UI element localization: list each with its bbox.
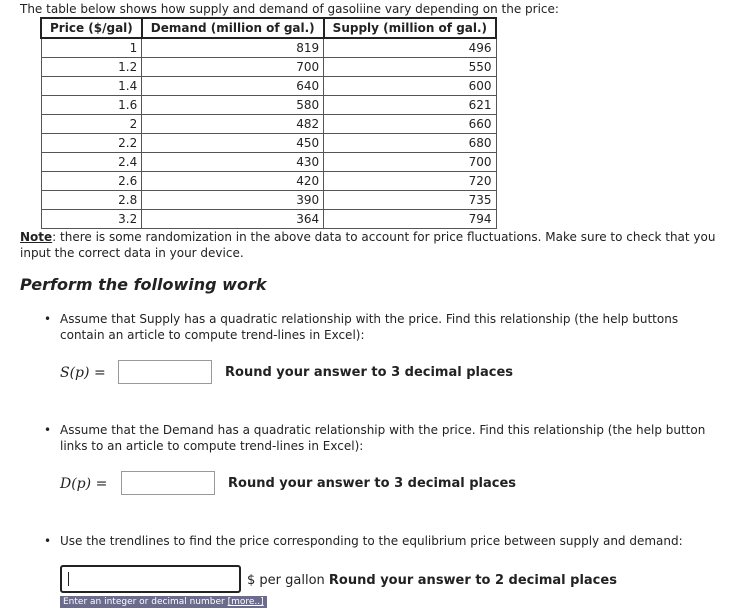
note-body: : there is some randomization in the above data to account for price fluctuations. Make sure to check that you input the correct data in your device. <box>20 230 716 260</box>
price-cell: 2.2 <box>41 134 142 153</box>
question-3-text: Use the trendlines to find the price corresponding to the equlibrium price between supply and demand: <box>60 534 683 548</box>
supply-cell: 720 <box>324 172 496 191</box>
price-cell: 1.2 <box>41 58 142 77</box>
supply-cell: 735 <box>324 191 496 210</box>
supply-round-instruction: Round your answer to 3 decimal places <box>225 365 514 380</box>
supply-function-name: S(p) <box>60 365 90 381</box>
demand-cell: 640 <box>142 77 324 96</box>
question-2 <box>44 422 714 454</box>
demand-cell: 819 <box>142 38 324 58</box>
supply-cell: 496 <box>324 38 496 58</box>
table-row <box>41 38 496 58</box>
question-1-text: Assume that Supply has a quadratic relationship with the price. Find this relationship (the help buttons contain an article to compute trend-lines in Excel): <box>60 312 679 342</box>
hint-text: Enter an integer or decimal number <box>63 597 225 607</box>
equals-sign: = <box>93 365 106 381</box>
table-row <box>41 210 496 229</box>
question-2-text: Assume that the Demand has a quadratic relationship with the price. Find this relationship (the help button links to an article to compute trend-lines in Excel): <box>60 423 706 453</box>
supply-cell: 621 <box>324 96 496 115</box>
input-hint <box>60 596 267 608</box>
unit-label: $ per gallon <box>247 573 325 588</box>
table-row <box>41 172 496 191</box>
note-text <box>20 229 720 261</box>
demand-round-instruction: Round your answer to 3 decimal places <box>228 476 517 491</box>
supply-answer-input[interactable] <box>118 360 212 384</box>
question-1 <box>44 311 714 343</box>
equilibrium-round-instruction: Round your answer to 2 decimal places <box>328 573 617 588</box>
demand-cell: 482 <box>142 115 324 134</box>
question-3 <box>44 533 714 549</box>
table-row <box>41 134 496 153</box>
price-cell: 1.6 <box>41 96 142 115</box>
demand-cell: 390 <box>142 191 324 210</box>
hint-more-link[interactable]: [more..] <box>227 597 264 607</box>
supply-cell: 680 <box>324 134 496 153</box>
text-caret <box>68 572 69 586</box>
supply-cell: 660 <box>324 115 496 134</box>
demand-answer-input[interactable] <box>121 471 215 495</box>
bullet-dot: • <box>44 534 52 548</box>
header-supply: Supply (million of gal.) <box>324 18 496 38</box>
equilibrium-unit-text <box>247 573 617 588</box>
demand-cell: 580 <box>142 96 324 115</box>
table-row <box>41 58 496 77</box>
price-cell: 2.6 <box>41 172 142 191</box>
supply-cell: 700 <box>324 153 496 172</box>
price-cell: 2.8 <box>41 191 142 210</box>
price-cell: 3.2 <box>41 210 142 229</box>
demand-equation-label <box>60 476 107 492</box>
header-price: Price ($/gal) <box>41 18 142 38</box>
table-row <box>41 153 496 172</box>
equilibrium-price-input[interactable] <box>60 565 241 593</box>
demand-cell: 364 <box>142 210 324 229</box>
price-cell: 1.4 <box>41 77 142 96</box>
table-row <box>41 77 496 96</box>
demand-cell: 430 <box>142 153 324 172</box>
supply-demand-table <box>40 17 497 229</box>
demand-cell: 420 <box>142 172 324 191</box>
table-header-row <box>41 18 496 38</box>
bullet-dot: • <box>44 423 52 437</box>
section-heading: Perform the following work <box>20 275 267 294</box>
table-row <box>41 191 496 210</box>
bullet-dot: • <box>44 312 52 326</box>
supply-equation-label <box>60 365 106 381</box>
table-row <box>41 115 496 134</box>
demand-function-name: D(p) <box>60 476 92 492</box>
equals-sign: = <box>95 476 108 492</box>
price-cell: 2 <box>41 115 142 134</box>
intro-text: The table below shows how supply and demand of gasoliine vary depending on the price: <box>20 2 559 16</box>
header-demand: Demand (million of gal.) <box>142 18 324 38</box>
price-cell: 1 <box>41 38 142 58</box>
supply-cell: 550 <box>324 58 496 77</box>
supply-cell: 794 <box>324 210 496 229</box>
supply-cell: 600 <box>324 77 496 96</box>
demand-cell: 450 <box>142 134 324 153</box>
note-label: Note <box>20 230 53 244</box>
table-row <box>41 96 496 115</box>
price-cell: 2.4 <box>41 153 142 172</box>
demand-cell: 700 <box>142 58 324 77</box>
